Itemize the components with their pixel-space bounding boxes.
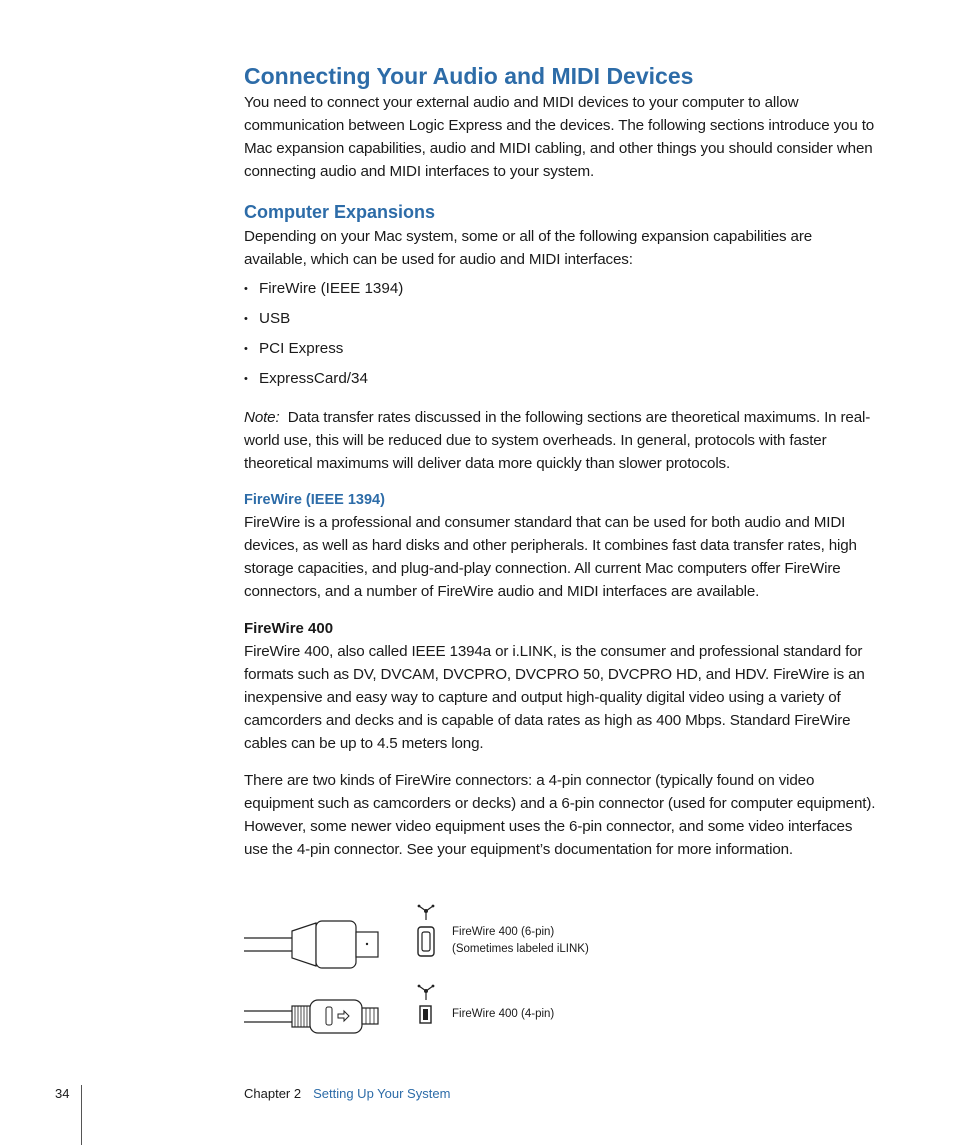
list-item: • PCI Express xyxy=(244,334,876,364)
computer-expansions-heading: Computer Expansions xyxy=(244,202,436,222)
firewire-heading: FireWire (IEEE 1394) xyxy=(244,492,385,508)
page-number: 34 xyxy=(55,1086,70,1101)
page-content xyxy=(244,60,876,861)
list-item: • FireWire (IEEE 1394) xyxy=(244,274,876,304)
firewire400-heading: FireWire 400 xyxy=(244,620,334,637)
six-pin-label xyxy=(452,924,589,958)
firewire400-paragraph-2: There are two kinds of FireWire connectors: a 4-pin connector (typically found on video equipment such as camcorders or decks) and a 6-pin connector (used for computer equipment). However, some newer video equipment uses the 6-pin connector, and some video interfaces use the 4-pin connector. See your equipment’s documentation for more information. xyxy=(244,772,876,858)
footer-section-title: Setting Up Your System xyxy=(313,1086,451,1101)
firewire-6pin-cable-illustration xyxy=(244,915,394,990)
firewire-paragraph: FireWire is a professional and consumer standard that can be used for both audio and MIDI devices, as well as hard disks and other peripherals. It combines fast data transfer rates, high storage capacities, and plug-and-play connection. All current Mac computers offer FireWire connectors, and a number of FireWire audio and MIDI interfaces are available. xyxy=(244,514,857,600)
six-pin-label-line1: FireWire 400 (6-pin) xyxy=(452,926,555,938)
list-item: • ExpressCard/34 xyxy=(244,364,876,394)
page-title: Connecting Your Audio and MIDI Devices xyxy=(244,63,694,89)
intro-paragraph: You need to connect your external audio and MIDI devices to your computer to allow communication between Logic Express and the devices. The following sections introduce you to Mac expansion capabilities, audio and MIDI cabling, and other things you should consider when connecting audio and MIDI interfaces to your system. xyxy=(244,94,875,180)
footer-divider xyxy=(81,1085,82,1145)
firewire-6pin-port-icon xyxy=(416,926,436,958)
four-pin-label: FireWire 400 (4-pin) xyxy=(452,1008,555,1020)
firewire-4pin-cable-illustration xyxy=(244,995,394,1040)
footer-chapter xyxy=(244,1086,450,1101)
list-item: • USB xyxy=(244,304,876,334)
footer-chapter-label: Chapter 2 xyxy=(244,1086,302,1101)
six-pin-label-line2: (Sometimes labeled iLINK) xyxy=(452,943,589,955)
firewire-icon xyxy=(416,904,436,922)
note-text: Data transfer rates discussed in the following sections are theoretical maximums. In real-world use, this will be reduced due to system overheads. In general, protocols with faster theoretical maximums will deliver data more quickly than slower protocols. xyxy=(244,409,871,472)
expansion-list xyxy=(244,274,876,394)
firewire-icon xyxy=(416,984,436,1002)
note-label: Note: xyxy=(244,409,280,426)
firewire-4pin-port-icon xyxy=(418,1005,434,1025)
firewire-connectors-figure xyxy=(244,900,744,1035)
firewire400-paragraph-1: FireWire 400, also called IEEE 1394a or i.LINK, is the consumer and professional standard for formats such as DV, DVCAM, DVCPRO, DVCPRO 50, DVCPRO HD, and HDV. FireWire is an inexpensive and easy way to capture and output high-quality digital video using a variety of camcorders and decks and is capable of data rates as high as 400 Mbps. Standard FireWire cables can be up to 4.5 meters long. xyxy=(244,643,865,752)
note-paragraph xyxy=(244,406,876,475)
computer-expansions-intro: Depending on your Mac system, some or all of the following expansion capabilities are available, which can be used for audio and MIDI interfaces: xyxy=(244,228,813,268)
